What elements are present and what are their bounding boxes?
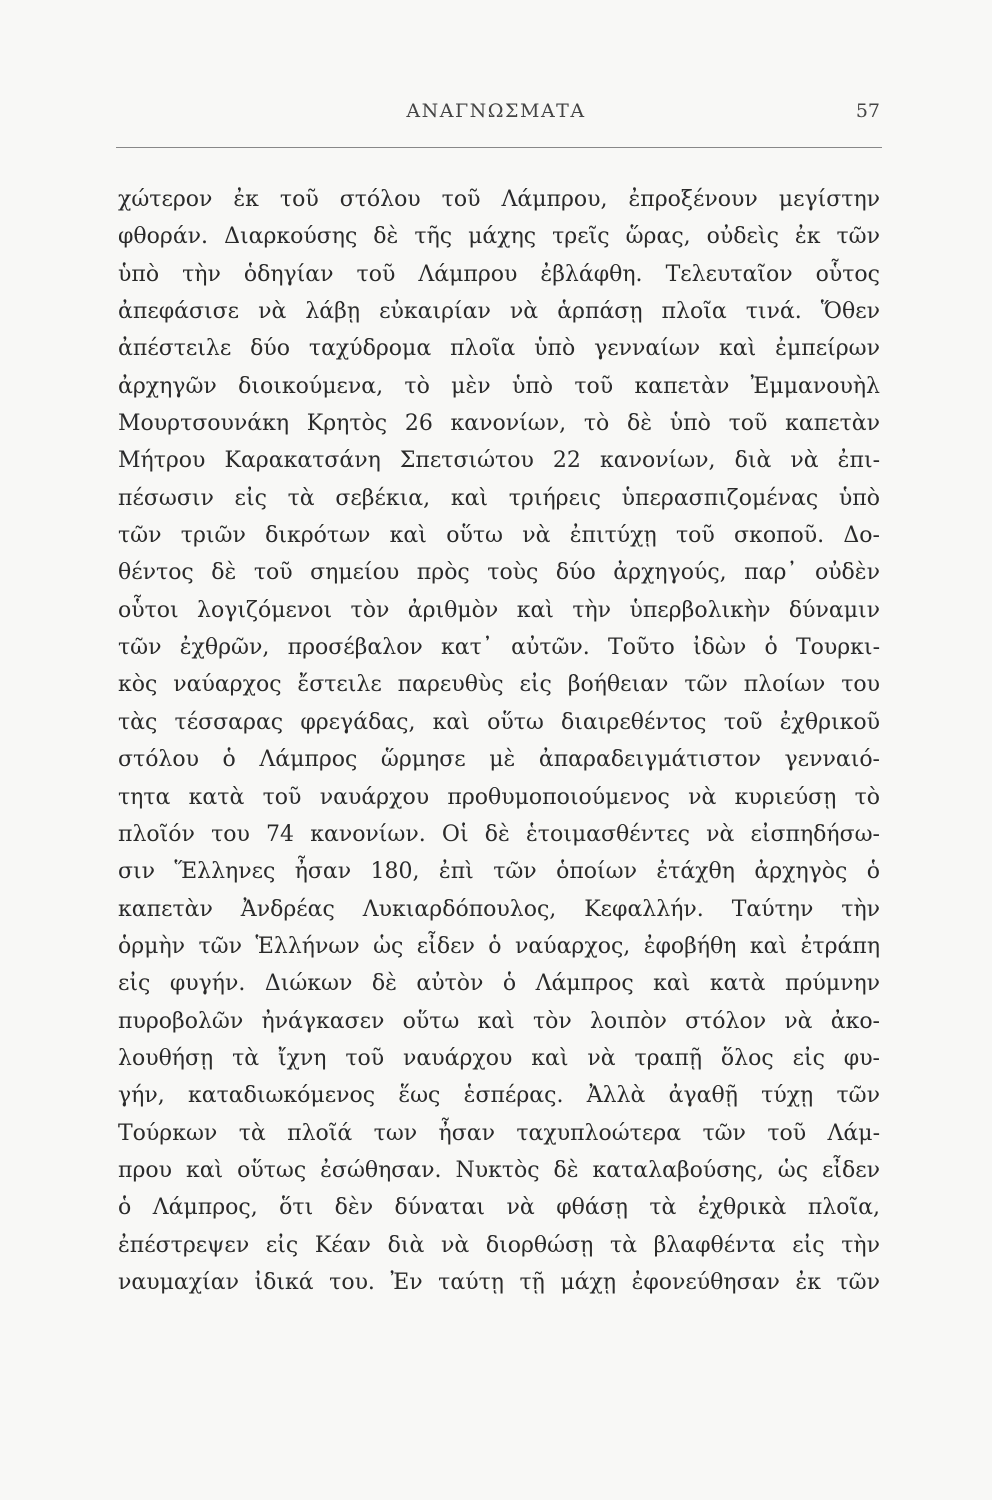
text-line: ὁ Λάμπρος, ὅτι δὲν δύναται νὰ φθάσῃ τὰ ἐχθρικὰ πλοῖα, [118,1195,880,1221]
text-line: ἀπεφάσισε νὰ λάβῃ εὐκαιρίαν νὰ ἁρπάσῃ πλοῖα τινά. Ὅθεν [118,299,880,325]
text-line: τητα κατὰ τοῦ ναυάρχου προθυμοποιούμενος νὰ κυριεύσῃ τὸ [118,784,880,810]
text-line: πρου καὶ οὕτως ἐσώθησαν. Νυκτὸς δὲ καταλαβούσης, ὡς εἶδεν [118,1157,880,1183]
text-line: Μουρτσουνάκη Κρητὸς 26 κανονίων, τὸ δὲ ὑπὸ τοῦ καπετὰν [118,411,880,437]
text-line: στόλου ὁ Λάμπρος ὥρμησε μὲ ἀπαραδειγμάτιστον γενναιό- [118,747,880,773]
text-line: οὗτοι λογιζόμενοι τὸν ἀριθμὸν καὶ τὴν ὑπερβολικὴν δύναμιν [118,597,880,623]
text-line: ἀπέστειλε δύο ταχύδρομα πλοῖα ὑπὸ γενναίων καὶ ἐμπείρων [118,336,880,362]
body-text [118,181,880,1301]
text-line: ναυμαχίαν ἰδικά του. Ἐν ταύτῃ τῇ μάχῃ ἐφονεύθησαν ἐκ τῶν [118,1269,880,1295]
text-line: τῶν τριῶν δικρότων καὶ οὕτω νὰ ἐπιτύχῃ τοῦ σκοποῦ. Δο- [118,523,880,549]
text-line: ὁρμὴν τῶν Ἑλλήνων ὡς εἶδεν ὁ ναύαρχος, ἐφοβήθη καὶ ἐτράπη [118,933,880,959]
text-line: πέσωσιν εἰς τὰ σεβέκια, καὶ τριήρεις ὑπερασπιζομένας ὑπὸ [118,485,880,511]
text-line: Μήτρου Καρακατσάνη Σπετσιώτου 22 κανονίων, διὰ νὰ ἐπι- [118,448,880,474]
text-line: χώτερον ἐκ τοῦ στόλου τοῦ Λάμπρου, ἐπροξένουν μεγίστην [118,187,880,212]
text-line: κὸς ναύαρχος ἔστειλε παρευθὺς εἰς βοήθειαν τῶν πλοίων του [118,672,880,698]
text-line: τὰς τέσσαρας φρεγάδας, καὶ οὕτω διαιρεθέντος τοῦ ἐχθρικοῦ [118,709,880,735]
text-line: εἰς φυγήν. Διώκων δὲ αὐτὸν ὁ Λάμπρος καὶ κατὰ πρύμνην [118,971,880,997]
text-line: Τούρκων τὰ πλοῖά των ἦσαν ταχυπλοώτερα τῶν τοῦ Λάμ- [118,1120,880,1146]
text-line: γήν, καταδιωκόμενος ἕως ἑσπέρας. Ἀλλὰ ἀγαθῇ τύχῃ τῶν [118,1083,880,1109]
text-line: τῶν ἐχθρῶν, προσέβαλον κατ᾿ αὐτῶν. Τοῦτο ἰδὼν ὁ Τουρκι- [118,635,880,661]
text-line: ἐπέστρεψεν εἰς Κέαν διὰ νὰ διορθώσῃ τὰ βλαφθέντα εἰς τὴν [118,1232,880,1258]
text-line: λουθήσῃ τὰ ἴχνη τοῦ ναυάρχου καὶ νὰ τραπῇ ὅλος εἰς φυ- [118,1045,880,1071]
text-line: ὑπὸ τὴν ὁδηγίαν τοῦ Λάμπρου ἐβλάφθη. Τελευταῖον οὗτος [118,261,880,287]
text-line: καπετὰν Ἀνδρέας Λυκιαρδόπουλος, Κεφαλλήν. Ταύτην τὴν [118,896,880,922]
header-rule [116,147,882,148]
text-line: πλοῖόν του 74 κανονίων. Οἱ δὲ ἑτοιμασθέντες νὰ εἰσπηδήσω- [118,821,880,847]
text-line: φθοράν. Διαρκούσης δὲ τῆς μάχης τρεῖς ὥρας, οὐδεὶς ἐκ τῶν [118,224,880,250]
text-line: πυροβολῶν ἠνάγκασεν οὕτω καὶ τὸν λοιπὸν στόλον νὰ ἀκο- [118,1008,880,1034]
running-title: ΑΝΑΓΝΩΣΜΑΤΑ [406,100,586,122]
text-line: θέντος δὲ τοῦ σημείου πρὸς τοὺς δύο ἀρχηγούς, παρ᾿ οὐδὲν [118,560,880,586]
page-number: 57 [855,100,880,122]
text-line: ἀρχηγῶν διοικούμενα, τὸ μὲν ὑπὸ τοῦ καπετὰν Ἐμμανουὴλ [118,373,880,399]
page-header [0,100,992,130]
text-line: σιν Ἕλληνες ἦσαν 180, ἐπὶ τῶν ὁποίων ἐτάχθη ἀρχηγὸς ὁ [118,859,880,885]
